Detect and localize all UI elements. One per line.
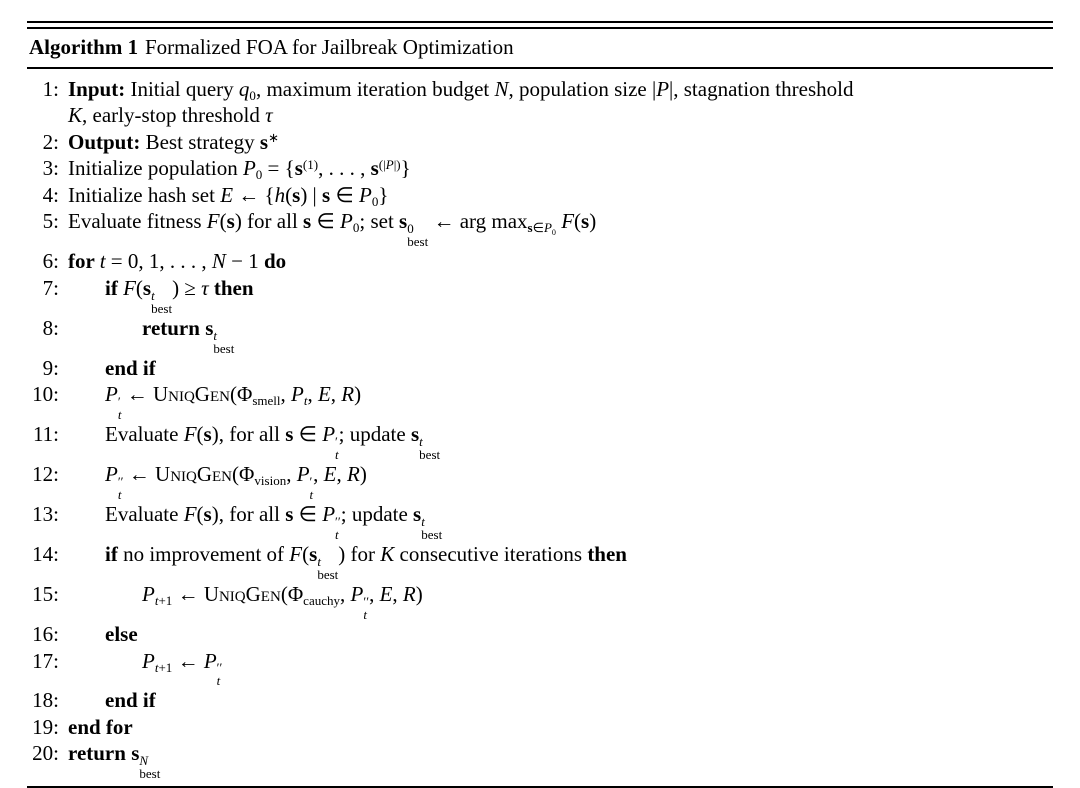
line-content: Evaluate fitness F(s) for all s ∈ P0; set s 0 best ← arg maxs∈P0 F(s) xyxy=(68,209,597,250)
algorithm-line xyxy=(27,182,1053,209)
line-content: Initialize population $P0 = \{s^{(1)}$, . . . , $s^{(|P|)}$} xyxy=(68,156,411,183)
line-content: Pt+1 ← UniqGen(Φcauchy, P ′′ t , E, R) xyxy=(142,582,423,622)
algorithm-line xyxy=(27,501,1053,541)
line-number: 12: xyxy=(32,462,59,487)
line-number: 11: xyxy=(32,422,59,447)
algorithm-label: Algorithm 1 xyxy=(29,35,139,60)
line-content: else xyxy=(105,622,138,647)
line-number: 7: xyxy=(42,275,59,300)
line-content: if no improvement of F(s t best ) for K consecutive iterations then xyxy=(105,542,627,583)
algorithm-line xyxy=(27,129,1053,156)
algorithm-line xyxy=(27,581,1053,621)
line-number: 9: xyxy=(42,355,59,380)
line-number: 6: xyxy=(42,249,59,274)
algorithm-line xyxy=(27,208,1053,248)
line-number: 20: xyxy=(32,741,59,766)
line-content: end if xyxy=(105,688,156,713)
line-content: P ′ t ← UniqGen(Φsmell, Pt, E, R) xyxy=(105,382,362,423)
line-content: Evaluate F(s), for all s ∈ P ′ t ; update s t best xyxy=(105,422,441,463)
line-content: P ′′ t ← UniqGen(Φvision, P ′ t , E, R) xyxy=(105,462,367,503)
algorithm-line xyxy=(27,76,1053,129)
line-number: 16: xyxy=(32,622,59,647)
line-number: 13: xyxy=(32,502,59,527)
line-content: for t = 0, 1, . . . , N − 1 do xyxy=(68,249,287,274)
line-content: Input: Initial query q0, maximum iteration budget N, population size |P|, stagnation threshold K, early-stop threshold τ xyxy=(68,76,854,128)
algorithm-line xyxy=(27,421,1053,461)
line-content: Initialize hash set E ← {h(s) | s ∈ P0} xyxy=(68,182,389,209)
algorithm-line xyxy=(27,740,1053,780)
algorithm-figure xyxy=(0,21,1080,782)
algorithm-line xyxy=(27,714,1053,741)
algorithm-line xyxy=(27,355,1053,382)
line-number: 17: xyxy=(32,648,59,673)
algorithm-line xyxy=(27,315,1053,355)
algorithm-line xyxy=(27,275,1053,315)
line-number: 14: xyxy=(32,542,59,567)
line-number: 5: xyxy=(42,209,59,234)
line-content: end if xyxy=(105,355,156,380)
line-number: 4: xyxy=(42,182,59,207)
line-content: return s t best xyxy=(142,315,235,356)
line-number: 15: xyxy=(32,582,59,607)
algorithm-line xyxy=(27,381,1053,421)
algorithm-line xyxy=(27,687,1053,714)
line-content: Pt+1 ← P ′′ t xyxy=(142,648,223,689)
line-number: 2: xyxy=(42,129,59,154)
line-number: 8: xyxy=(42,315,59,340)
line-number: 18: xyxy=(32,688,59,713)
line-number: 10: xyxy=(32,382,59,407)
line-number: 3: xyxy=(42,156,59,181)
line-number: 1: xyxy=(42,76,59,101)
algorithm-title: Formalized FOA for Jailbreak Optimization xyxy=(145,35,514,60)
line-number: 19: xyxy=(32,714,59,739)
algorithm-line xyxy=(27,155,1053,182)
algorithm-line xyxy=(27,648,1053,688)
algorithm-line xyxy=(27,248,1053,275)
algorithm-lines xyxy=(27,69,1053,781)
algorithm-line xyxy=(27,621,1053,648)
line-content: end for xyxy=(68,714,133,739)
algorithm-caption xyxy=(27,29,1053,67)
algorithm-line xyxy=(27,461,1053,501)
line-content: Evaluate F(s), for all s ∈ P ′′ t ; update s t best xyxy=(105,502,443,543)
top-rule-thin xyxy=(27,21,1053,23)
line-content: return s N best xyxy=(68,741,161,782)
algorithm-line xyxy=(27,541,1053,581)
line-content: if F(s t best ) ≥ τ then xyxy=(105,275,254,316)
line-content: Output: Best strategy s∗ xyxy=(68,129,280,154)
